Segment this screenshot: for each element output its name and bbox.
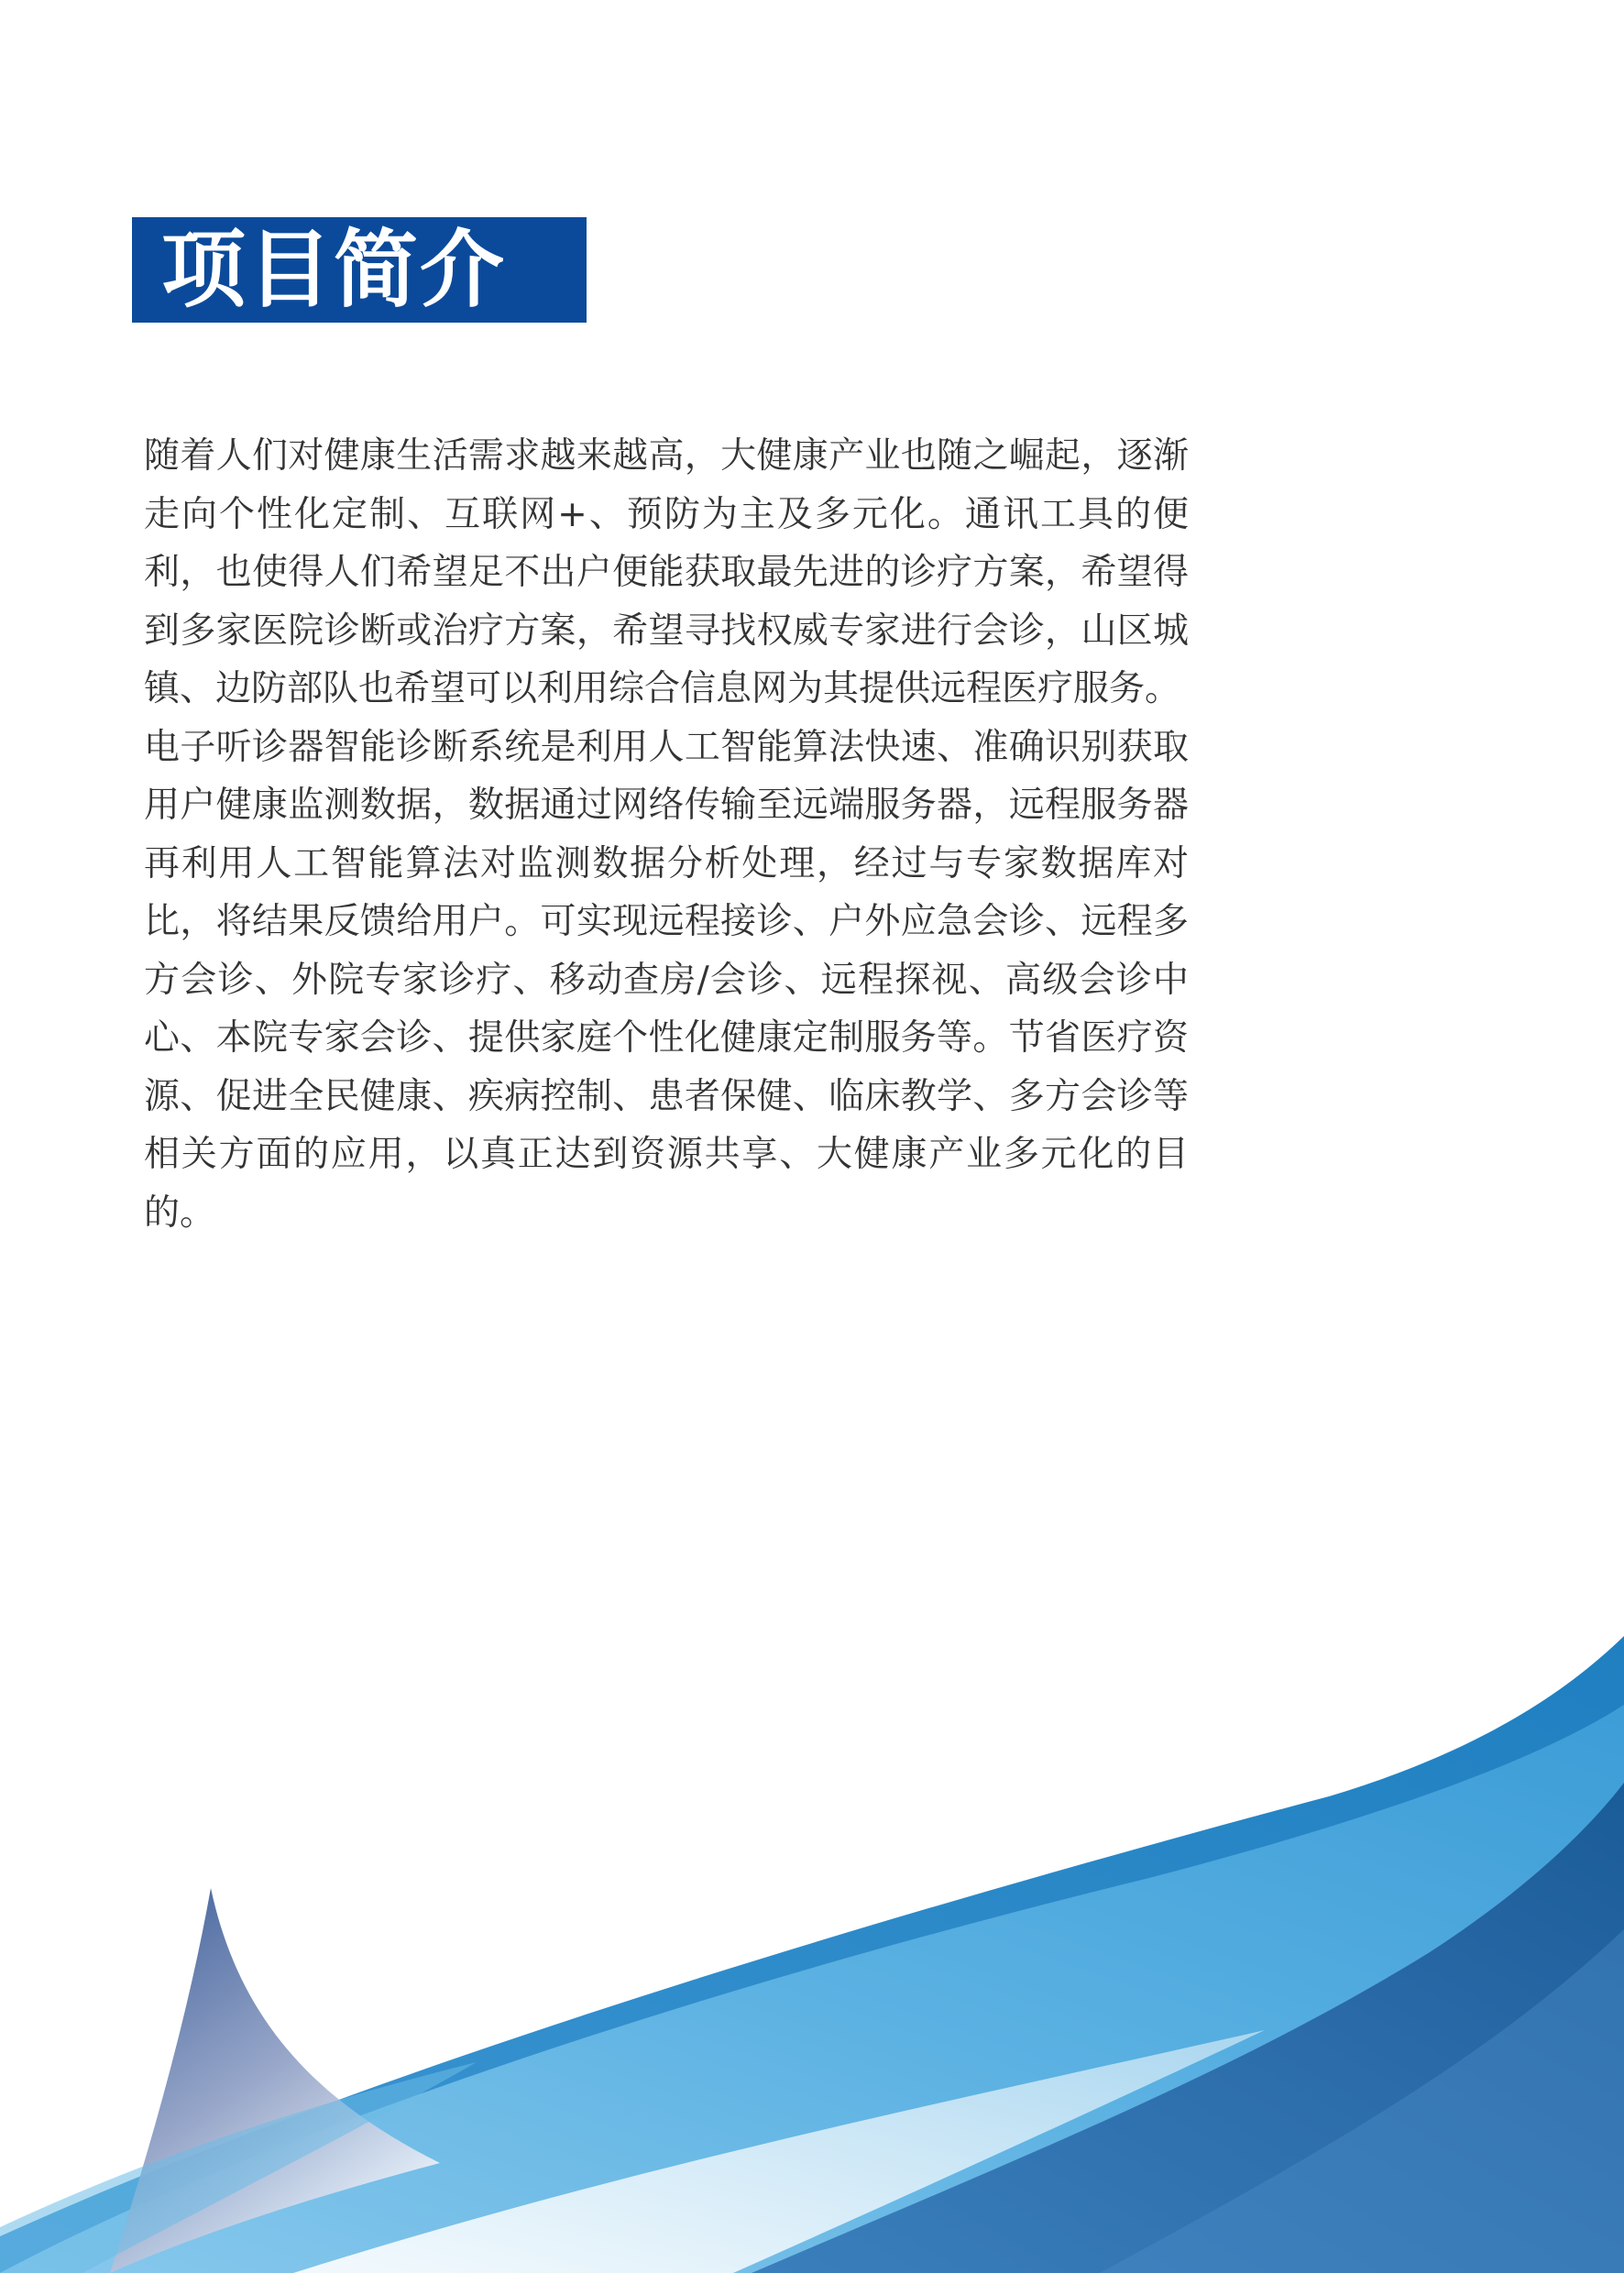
paragraph-2: 电子听诊器智能诊断系统是利用人工智能算法快速、准确识别获取用户健康监测数据，数据通过网络传输至远端服务器，远程服务器再利用人工智能算法对监测数据分析处理，经过与专家数据库对比，将结果反馈给用户。可实现远程接诊、户外应急会诊、远程多方会诊、外院专家诊疗、移动查房/会诊、远程探视、高级会诊中心、本院专家会诊、提供家庭个性化健康定制服务等。节省医疗资源、促进全民健康、疾病控制、患者保健、临床教学、多方会诊等相关方面的应用，以真正达到资源共享、大健康产业多元化的目的。 [144, 726, 1189, 1234]
intro-body [144, 427, 1189, 1242]
section-title: 项目简介 [161, 220, 507, 319]
paragraph-1: 随着人们对健康生活需求越来越高，大健康产业也随之崛起，逐渐走向个性化定制、互联网+、预防为主及多元化。通讯工具的便利，也使得人们希望足不出户便能获取最先进的诊疗方案，希望得到多家医院诊断或治疗方案，希望寻找权威专家进行会诊，山区城镇、边防部队也希望可以利用综合信息网为其提供远程医疗服务。 [144, 435, 1189, 709]
wave-fin [110, 1888, 440, 2273]
wave-white-swoosh [293, 2030, 1265, 2273]
wave-left-overlay [0, 2062, 477, 2273]
wave-dark [752, 1783, 1624, 2273]
wave-dark-highlight [1100, 1929, 1624, 2273]
wave-back [0, 1636, 1624, 2273]
section-title-banner [132, 217, 587, 323]
wave-light [0, 1705, 1624, 2273]
